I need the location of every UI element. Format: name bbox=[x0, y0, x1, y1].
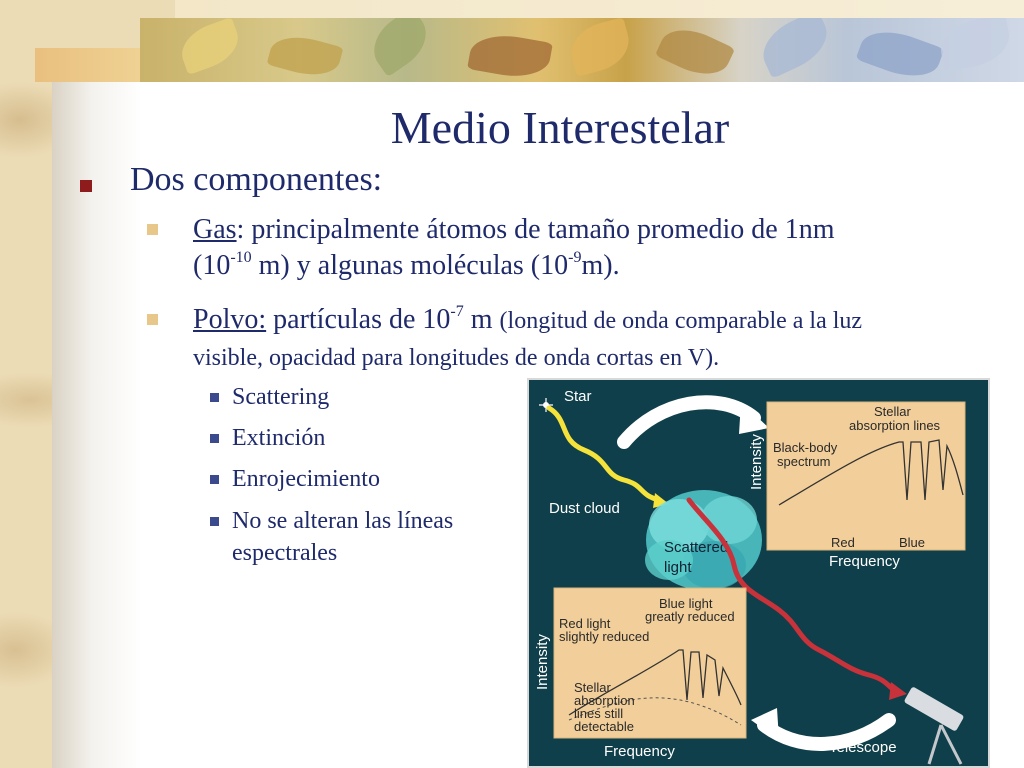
gas-line2-a: (10 bbox=[193, 250, 231, 281]
polvo-bullet bbox=[193, 302, 1003, 376]
bottom-inset-blue-1: Blue light bbox=[659, 596, 713, 611]
gas-line2-c: m). bbox=[581, 250, 620, 281]
top-inset-blue: Blue bbox=[899, 535, 926, 550]
bottom-inset-blue-2: greatly reduced bbox=[645, 609, 735, 624]
effect-item: Extinción bbox=[232, 425, 326, 451]
top-spectrum-inset bbox=[767, 402, 965, 550]
scatter-curve-arrow-top bbox=[624, 402, 754, 442]
top-inset-bb-2: spectrum bbox=[777, 454, 831, 469]
top-inset-red: Red bbox=[831, 535, 855, 550]
bullet-square-icon bbox=[210, 517, 219, 526]
polvo-term: Polvo: bbox=[193, 304, 267, 335]
bullet-square-icon bbox=[147, 314, 158, 325]
bullet-square-icon bbox=[80, 170, 104, 200]
star-label: Star bbox=[564, 388, 592, 405]
diagram-svg bbox=[529, 380, 988, 766]
gas-sup1: -10 bbox=[230, 249, 252, 266]
top-inset-bb-1: Black-body bbox=[773, 440, 838, 455]
gas-bullet bbox=[193, 212, 1003, 284]
bottom-inset-stellar-4: detectable bbox=[574, 719, 634, 734]
scatter-arrowhead-top bbox=[739, 402, 769, 434]
telescope-icon bbox=[904, 686, 965, 764]
bottom-inset-red-2: slightly reduced bbox=[559, 629, 650, 644]
bottom-inset-xaxis: Frequency bbox=[604, 743, 675, 760]
top-inset-yaxis: Intensity bbox=[748, 434, 765, 490]
bottom-spectrum-inset bbox=[554, 588, 746, 738]
gas-line1: : principalmente átomos de tamaño promedio de 1nm bbox=[236, 214, 835, 245]
polvo-paren-b: visible, opacidad para longitudes de onda cortas en V). bbox=[193, 345, 720, 371]
bullet-square-icon bbox=[210, 393, 219, 402]
bottom-inset-red-1: Red light bbox=[559, 616, 611, 631]
effect-item-continued: espectrales bbox=[232, 540, 338, 566]
dust-cloud-label: Dust cloud bbox=[549, 500, 620, 517]
top-inset-xaxis: Frequency bbox=[829, 553, 900, 570]
leaf-banner bbox=[140, 18, 1024, 82]
slide-title: Medio Interestelar bbox=[390, 102, 730, 153]
gas-term: Gas bbox=[193, 214, 237, 245]
gas-line2-b: m) y algunas moléculas (10 bbox=[251, 250, 569, 281]
interstellar-dust-diagram bbox=[527, 378, 990, 768]
polvo-paren-a: (longitud de onda comparable a la luz bbox=[499, 308, 863, 334]
level1-text: Dos componentes: bbox=[130, 161, 383, 198]
bottom-inset-stellar-2: absorption bbox=[574, 693, 635, 708]
bullet-square-icon bbox=[210, 434, 219, 443]
top-inset-title-2: absorption lines bbox=[849, 418, 941, 433]
effect-item: No se alteran las líneas bbox=[232, 508, 454, 534]
bottom-inset-stellar-1: Stellar bbox=[574, 680, 611, 695]
top-inset-title-1: Stellar bbox=[874, 404, 911, 419]
outgoing-arrowhead bbox=[889, 682, 907, 700]
banner-top-strip bbox=[175, 0, 1024, 18]
banner-left-accent bbox=[35, 48, 145, 82]
gas-sup2: -9 bbox=[568, 249, 582, 266]
bottom-inset-yaxis: Intensity bbox=[534, 634, 551, 690]
scatter-arrowhead-bottom bbox=[751, 708, 779, 740]
bullet-square-icon bbox=[210, 475, 219, 484]
effect-item: Enrojecimiento bbox=[232, 466, 380, 492]
telescope-label: Telescope bbox=[829, 739, 897, 756]
effect-item: Scattering bbox=[232, 384, 330, 410]
scattered-label-1: Scattered bbox=[664, 539, 729, 556]
polvo-text-b: m bbox=[463, 304, 500, 335]
polvo-sup: -7 bbox=[450, 303, 464, 320]
scattered-label-2: light bbox=[664, 559, 692, 576]
polvo-text-a: partículas de 10 bbox=[266, 304, 451, 335]
bullet-square-icon bbox=[147, 224, 158, 235]
bottom-inset-stellar-3: lines still bbox=[574, 706, 624, 721]
